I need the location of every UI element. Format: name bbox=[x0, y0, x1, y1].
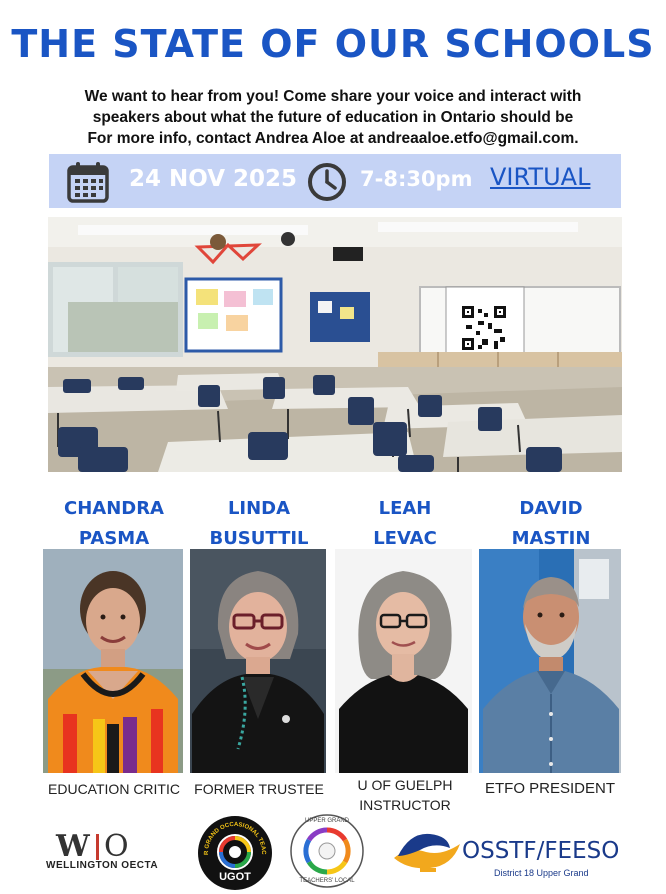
teachers-local-top-text: UPPER GRAND bbox=[304, 818, 349, 824]
speaker-name-chandra-pasma bbox=[39, 494, 189, 554]
speaker-last-name: LEVAC bbox=[373, 528, 437, 549]
speaker-last-name: MASTIN bbox=[511, 528, 591, 549]
ugot-text: UGOT bbox=[219, 871, 251, 883]
speaker-role: ETFO PRESIDENT bbox=[484, 780, 615, 797]
oecta-text: WELLINGTON OECTA bbox=[46, 860, 159, 871]
speaker-last-name: PASMA bbox=[78, 528, 150, 549]
event-time: 7-8:30pm bbox=[360, 167, 473, 191]
lamp-icon bbox=[390, 826, 466, 876]
portrait-chandra-pasma bbox=[43, 549, 183, 773]
classroom-photo bbox=[48, 217, 622, 472]
event-banner bbox=[49, 154, 621, 208]
teachers-local-logo bbox=[288, 812, 366, 890]
speaker-role-line-2: INSTRUCTOR bbox=[359, 797, 451, 813]
osstf-text: OSSTF/FEESO bbox=[462, 838, 620, 864]
osstf-subtext: District 18 Upper Grand bbox=[494, 868, 589, 878]
osstf-logo bbox=[390, 824, 630, 884]
speaker-role: EDUCATION CRITIC bbox=[48, 781, 180, 797]
page-title: THE STATE OF OUR SCHOOLS bbox=[11, 22, 655, 66]
speaker-name-david-mastin bbox=[476, 494, 626, 554]
portrait-linda-busuttil bbox=[190, 549, 326, 773]
speaker-first-name: CHANDRA bbox=[63, 498, 164, 519]
portrait-david-mastin bbox=[479, 549, 621, 773]
speaker-first-name: LINDA bbox=[227, 498, 291, 519]
speaker-role: FORMER TRUSTEE bbox=[194, 781, 324, 797]
intro-line-3: For more info, contact Andrea Aloe at andreaaloe.etfo@gmail.com. bbox=[87, 130, 579, 147]
clock-icon bbox=[306, 161, 348, 203]
virtual-link[interactable]: VIRTUAL bbox=[490, 163, 591, 191]
speaker-role bbox=[330, 775, 480, 815]
speaker-role-line-1: U OF GUELPH bbox=[357, 777, 453, 793]
event-date: 24 NOV 2025 bbox=[129, 166, 298, 192]
svg-text:O: O bbox=[104, 829, 129, 864]
ugot-logo bbox=[196, 814, 274, 892]
wellington-oecta-logo bbox=[42, 828, 162, 878]
calendar-icon bbox=[66, 160, 110, 204]
speaker-name-linda-busuttil bbox=[184, 494, 334, 554]
intro-line-1: We want to hear from you! Come share your voice and interact with bbox=[84, 88, 582, 105]
speaker-last-name: BUSUTTIL bbox=[209, 528, 309, 549]
speaker-name-leah-levac bbox=[330, 494, 480, 554]
ugot-arc-text: R GRAND OCCASIONAL TEAC bbox=[203, 821, 267, 855]
portrait-leah-levac bbox=[335, 549, 472, 773]
teachers-local-bottom-text: TEACHERS' LOCAL bbox=[299, 878, 355, 884]
svg-text:W: W bbox=[56, 829, 90, 864]
intro-line-2: speakers about what the future of education in Ontario should be bbox=[92, 109, 574, 126]
speaker-first-name: DAVID bbox=[519, 498, 583, 519]
intro-text bbox=[40, 86, 626, 149]
speaker-first-name: LEAH bbox=[378, 498, 432, 519]
